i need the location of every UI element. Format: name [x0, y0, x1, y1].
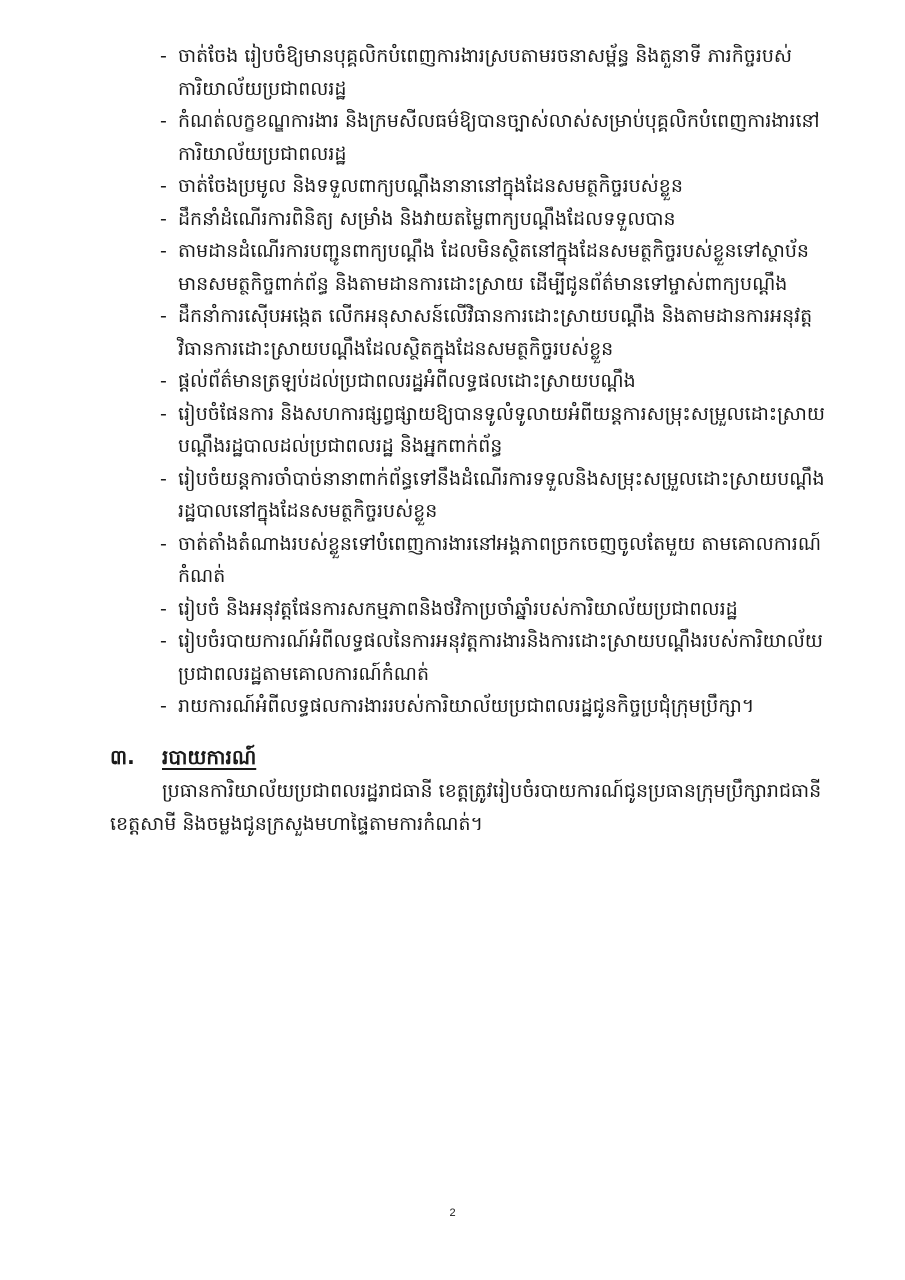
page-number: 2: [449, 1207, 456, 1219]
list-item: [160, 398, 825, 463]
list-item-text: ចាត់ចែង រៀបចំឱ្យមានបុគ្គលិកបំពេញការងារស្របតាមរចនាសម្ព័ន្ធ និងតួនាទី ភារកិច្ចរបស់ការិយាល័យប្រជាពលរដ្ឋ: [178, 45, 793, 100]
list-item: [160, 170, 825, 203]
list-item: [160, 365, 825, 398]
list-item-text: រៀបចំរបាយការណ៍អំពីលទ្ធផលនៃការអនុវត្តការងារនិងការដោះស្រាយបណ្តឹងរបស់ការិយាល័យប្រជាពលរដ្ឋតាមគោលការណ៍កំណត់: [178, 630, 823, 685]
list-item-text: កំណត់លក្ខខណ្ឌការងារ និងក្រមសីលធម៌ឱ្យបានច្បាស់លាស់សម្រាប់បុគ្គលិកបំពេញការងារនៅការិយាល័យប្រជាពលរដ្ឋ: [178, 110, 820, 165]
list-item-text: រៀបចំផែនការ និងសហការផ្សព្វផ្សាយឱ្យបានទូលំទូលាយអំពីយន្តការសម្រុះសម្រួលដោះស្រាយបណ្តឹងរដ្ឋបាលដល់ប្រជាពលរដ្ឋ និងអ្នកពាក់ព័ន្ធ: [178, 402, 826, 457]
report-paragraph: ប្រធានការិយាល័យប្រជាពលរដ្ឋរាជធានី ខេត្តត្រូវរៀបចំរបាយការណ៍ជូនប្រធានក្រុមប្រឹក្សារាជធានី ខេត្តសាមី និងចម្លងជូនក្រសួងមហាផ្ទៃតាមការកំណត់។: [110, 780, 822, 835]
list-item: [160, 203, 825, 236]
list-item: [160, 463, 825, 528]
list-item-text: តាមដានដំណើរការបញ្ជូនពាក្យបណ្តឹង ដែលមិនស្ថិតនៅក្នុងដែនសមត្ថកិច្ចរបស់ខ្លួនទៅស្ថាប័នមានសមត្ថកិច្ចពាក់ព័ន្ធ និងតាមដានការដោះស្រាយ ដើម្បីជូនព័ត៌មានទៅម្ចាស់ពាក្យបណ្តឹង: [178, 240, 809, 295]
list-item: [160, 105, 825, 170]
bullet-dash: -: [160, 695, 167, 717]
bullet-dash: -: [160, 207, 167, 230]
responsibility-list: [160, 40, 825, 723]
list-item-text: រៀបចំ និងអនុវត្តផែនការសកម្មភាពនិងថវិកាប្រចាំឆ្នាំរបស់ការិយាល័យប្រជាពលរដ្ឋ: [178, 597, 738, 620]
bullet-dash: -: [160, 630, 167, 652]
list-item: [160, 235, 825, 300]
bullet-dash: -: [160, 305, 167, 327]
list-item: [160, 40, 825, 105]
list-item-text: ដឹកនាំការស៊ើបអង្កេត លើកអនុសាសន៍លើវិធានការដោះស្រាយបណ្តឹង និងតាមដានការអនុវត្តវិធានការដោះស្រាយបណ្តឹងដែលស្ថិតក្នុងដែនសមត្ថកិច្ចរបស់ខ្លួន: [178, 305, 813, 360]
list-item-text: ដឹកនាំដំណើរការពិនិត្យ សម្រាំង និងវាយតម្លៃពាក្យបណ្តឹងដែលទទួលបាន: [178, 207, 676, 230]
list-item: [160, 300, 825, 365]
list-item-text: ចាត់តាំងតំណាងរបស់ខ្លួនទៅបំពេញការងារនៅអង្គភាពច្រកចេញចូលតែមួយ តាមគោលការណ៍កំណត់: [178, 532, 822, 587]
section-heading: [110, 742, 256, 776]
bullet-dash: -: [160, 110, 167, 132]
list-item-text: ចាត់ចែងប្រមូល និងទទួលពាក្យបណ្តឹងនានានៅក្នុងដែនសមត្ថកិច្ចរបស់ខ្លួន: [178, 175, 683, 197]
list-item: [160, 593, 825, 626]
list-item: [160, 528, 825, 593]
bullet-dash: -: [160, 45, 167, 67]
section-number: ៣.: [110, 745, 135, 769]
section-title: របាយការណ៍: [162, 745, 257, 769]
bullet-dash: -: [160, 175, 167, 197]
list-item-text: រៀបចំយន្តការចាំបាច់នានាពាក់ព័ន្ធទៅនឹងដំណើរការទទួលនិងសម្រុះសម្រួលដោះស្រាយបណ្តឹងរដ្ឋបាលនៅក្នុងដែនសមត្ថកិច្ចរបស់ខ្លួន: [178, 467, 825, 522]
bullet-dash: -: [160, 240, 167, 262]
bullet-dash: -: [160, 597, 167, 620]
list-item: [160, 690, 825, 723]
list-item-text: ផ្តល់ព័ត៌មានត្រឡប់ដល់ប្រជាពលរដ្ឋអំពីលទ្ធផលដោះស្រាយបណ្តឹង: [178, 370, 636, 392]
bullet-dash: -: [160, 370, 167, 392]
list-item-text: រាយការណ៍អំពីលទ្ធផលការងាររបស់ការិយាល័យប្រជាពលរដ្ឋជូនកិច្ចប្រជុំក្រុមប្រឹក្សា។: [178, 695, 755, 717]
bullet-dash: -: [160, 532, 167, 555]
bullet-dash: -: [160, 467, 167, 490]
list-item: [160, 625, 825, 690]
bullet-dash: -: [160, 402, 167, 425]
